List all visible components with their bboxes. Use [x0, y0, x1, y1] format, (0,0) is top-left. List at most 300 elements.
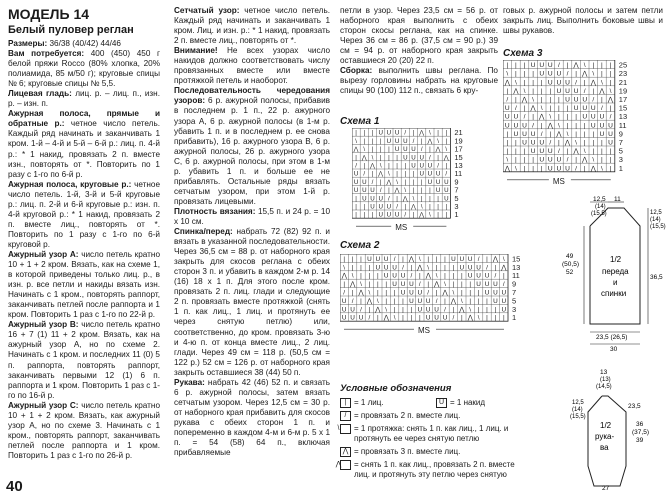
stitch-symbol: |: [523, 62, 526, 70]
stitch-symbol: |: [444, 272, 446, 280]
paragraph: [174, 46, 330, 86]
stitch-symbol: |: [444, 297, 446, 305]
paragraph-keyword: Спинка/перед:: [174, 227, 233, 237]
stitch-symbol: \: [388, 170, 390, 178]
stitch-symbol: |: [601, 62, 603, 70]
stitch-symbol: |: [601, 139, 603, 147]
stitch-symbol: /: [486, 264, 488, 272]
paragraph: [8, 109, 160, 179]
stitch-symbol: U: [522, 139, 527, 147]
stitch-symbol: ⋀: [521, 96, 528, 104]
stitch-symbol: \: [360, 281, 362, 289]
page-number: 40: [6, 478, 23, 495]
stitch-symbol: |: [371, 129, 374, 137]
column-2: [174, 6, 330, 458]
paragraph-text: говых р. ажурной полосы и затем петли закрыть лиц. Выполнить боковые швы и швы рукавов.: [503, 6, 663, 36]
paragraph-text: выполнить швы реглана. По вырезу горловины набрать на круговые спицы 90 (100) 112 п., связать 6 кру-: [340, 66, 498, 96]
garment-title: Белый пуловер реглан: [8, 24, 134, 36]
stitch-symbol: |: [452, 306, 455, 314]
stitch-symbol: /: [363, 170, 366, 178]
row-number: 3: [454, 202, 459, 211]
stitch-symbol: U: [386, 129, 392, 137]
stitch-symbol: /: [502, 281, 505, 289]
stitch-symbol: U: [590, 113, 596, 121]
stitch-symbol: ⋀: [435, 146, 441, 154]
stitch-symbol: |: [371, 146, 374, 154]
stitch-symbol: U: [530, 130, 536, 138]
stitch-symbol: |: [371, 170, 374, 178]
stitch-symbol: |: [558, 139, 560, 147]
stitch-symbol: |: [601, 148, 603, 156]
paragraph-keyword: Рукава:: [174, 377, 205, 387]
body-side-measure-3: 52: [566, 269, 574, 276]
row-number: 7: [618, 138, 623, 147]
stitch-symbol: ⋀: [358, 289, 364, 297]
row-number: 11: [512, 271, 520, 281]
stitch-symbol: U: [556, 79, 562, 87]
stitch-symbol: |: [402, 306, 404, 314]
stitch-symbol: \: [549, 113, 552, 121]
stitch-symbol: |: [385, 297, 388, 305]
stitch-symbol: |: [494, 306, 497, 314]
paragraph-text: лиц. р. – лиц. п., изн. р. – изн. п.: [8, 89, 160, 109]
stitch-symbol: |: [363, 129, 366, 137]
stitch-symbol: /: [388, 195, 390, 203]
stitch-symbol: U: [444, 187, 449, 195]
stitch-symbol: U: [425, 314, 431, 322]
paragraph-keyword: Вам потребуется:: [8, 49, 85, 59]
stitch-symbol: U: [394, 137, 400, 145]
stitch-symbol: ⋀: [417, 264, 423, 272]
paragraph: [503, 6, 663, 36]
stitch-symbol: \: [506, 70, 509, 78]
row-number: 3: [618, 155, 623, 165]
stitch-symbol: U: [435, 178, 441, 186]
body-label-1: 1/2: [610, 255, 622, 264]
stitch-symbol: /: [402, 264, 404, 272]
stitch-symbol: |: [523, 70, 526, 78]
body-label-3: и: [613, 278, 618, 287]
body-right-measure: 12,5: [650, 210, 662, 216]
stitch-symbol: |: [396, 162, 398, 170]
stitch-symbol: /: [351, 297, 354, 305]
stitch-symbol: |: [396, 195, 398, 203]
stitch-symbol: ⋀: [504, 165, 511, 173]
stitch-symbol: ⋀: [547, 122, 554, 130]
stitch-symbol: |: [609, 62, 612, 70]
stitch-symbol: U: [434, 314, 439, 322]
paragraph-text: число петель кратно 10 + 1 + 2 кром. Вязать, как ажурный узор А, но по схеме 3. Начинать с 1 кром., повторять раппорт, заканчивать петлей после раппорта и 1 кром. Повторить 1 раз с 1-го по 26-й р.: [8, 400, 160, 460]
sleeve-left-measure: 12,5: [572, 400, 584, 406]
stitch-symbol: |: [360, 264, 362, 272]
stitch-symbol: \: [583, 62, 586, 70]
stitch-symbol: U: [513, 113, 519, 121]
stitch-symbol: U: [370, 203, 375, 211]
stitch-symbol: |: [393, 306, 396, 314]
stitch-symbol: ⋀: [599, 87, 605, 95]
stitch-symbol: |: [540, 79, 543, 87]
stitch-symbol: U: [417, 297, 423, 305]
stitch-symbol: |: [486, 297, 488, 305]
stitch-symbol: |: [379, 178, 382, 186]
stitch-symbol: ⋀: [341, 272, 347, 280]
stitch-symbol: U: [417, 289, 423, 297]
stitch-symbol: |: [355, 195, 357, 203]
stitch-symbol: ⋀: [573, 148, 579, 156]
stitch-symbol: |: [540, 122, 543, 130]
stitch-symbol: U: [513, 122, 519, 130]
stitch-symbol: U: [375, 264, 381, 272]
stitch-symbol: |: [566, 113, 569, 121]
stitch-symbol: |: [532, 79, 534, 87]
stitch-symbol: U: [467, 264, 473, 272]
row-number: 11: [618, 120, 627, 130]
stitch-symbol: |: [402, 255, 404, 263]
stitch-symbol: \: [469, 306, 472, 314]
stitch-symbol: /: [343, 289, 346, 297]
legend-title: Условные обозначения: [340, 383, 452, 394]
stitch-symbol: ⋀: [378, 170, 384, 178]
stitch-symbol: U: [419, 162, 424, 170]
stitch-symbol: |: [368, 272, 371, 280]
row-number: 19: [618, 86, 628, 96]
stitch-symbol: U: [392, 281, 397, 289]
stitch-symbol: U: [530, 62, 536, 70]
stitch-symbol: ⋀: [425, 272, 431, 280]
stitch-symbol: /: [557, 62, 560, 70]
stitch-symbol: \: [540, 105, 543, 113]
row-number: 7: [454, 185, 459, 195]
row-number: 3: [512, 304, 517, 314]
stitch-symbol: |: [532, 165, 534, 173]
stitch-symbol: |: [592, 148, 595, 156]
stitch-symbol: U: [547, 62, 553, 70]
stitch-symbol: /: [514, 105, 517, 113]
stitch-symbol: U: [513, 130, 519, 138]
stitch-symbol: U: [403, 154, 408, 162]
stitch-symbol: /: [410, 272, 413, 280]
stitch-symbol: |: [540, 165, 543, 173]
stitch-symbol: U: [425, 297, 431, 305]
stitch-symbol: \: [376, 297, 379, 305]
stitch-symbol: U: [484, 281, 490, 289]
stitch-symbol: |: [532, 87, 534, 95]
stitch-symbol: \: [343, 264, 346, 272]
stitch-symbol: U: [435, 187, 441, 195]
stitch-symbol: U: [394, 129, 400, 137]
stitch-symbol: \: [420, 203, 423, 211]
stitch-symbol: ⋀: [504, 79, 511, 87]
stitch-symbol: |: [355, 211, 357, 219]
row-number: 19: [454, 136, 463, 146]
stitch-symbol: U: [501, 297, 507, 305]
stitch-symbol: U: [386, 203, 392, 211]
stitch-symbol: /: [494, 272, 497, 280]
stitch-symbol: |: [445, 137, 448, 145]
stitch-symbol: U: [383, 255, 389, 263]
row-number: 15: [454, 152, 463, 162]
sleeve-label-1: 1/2: [600, 421, 612, 430]
row-number: 25: [618, 60, 628, 70]
sleeve-right-measure-2: 36: [636, 421, 644, 428]
stitch-symbol: U: [417, 306, 423, 314]
stitch-symbol: U: [442, 314, 448, 322]
stitch-symbol: |: [444, 255, 446, 263]
stitch-symbol: U: [547, 156, 553, 164]
repeat-label: MS: [418, 326, 430, 336]
stitch-symbol: |: [452, 272, 455, 280]
paragraph: [8, 401, 160, 461]
stitch-symbol: U: [435, 170, 441, 178]
row-number: 1: [618, 163, 623, 173]
stitch-symbol: |: [420, 187, 423, 195]
repeat-label: MS: [395, 223, 408, 233]
stitch-symbol: |: [609, 70, 612, 78]
stitch-symbol: ⋀: [410, 203, 417, 211]
stitch-symbol: |: [396, 154, 398, 162]
sleeve-label-3: ва: [600, 443, 609, 452]
stitch-symbol: |: [469, 297, 472, 305]
stitch-symbol: /: [566, 70, 569, 78]
sleeve-top-measure-3: (14,5): [596, 384, 612, 390]
stitch-symbol: \: [460, 297, 463, 305]
stitch-symbol: \: [506, 156, 509, 164]
stitch-symbol: U: [539, 139, 545, 147]
stitch-symbol: |: [506, 148, 509, 156]
stitch-symbol: /: [355, 162, 357, 170]
paragraph-keyword: Ажурный узор А:: [8, 249, 79, 259]
row-number: 9: [512, 279, 517, 289]
stitch-symbol: /: [404, 211, 407, 219]
stitch-symbol: |: [388, 187, 390, 195]
stitch-symbol: U: [358, 314, 364, 322]
stitch-symbol: |: [566, 105, 569, 113]
stitch-symbol: ⋀: [467, 314, 473, 322]
stitch-symbol: |: [601, 96, 603, 104]
body-right-measure-2: (14): [650, 217, 661, 223]
stitch-symbol: |: [393, 289, 396, 297]
stitch-symbol: |: [412, 178, 415, 186]
row-number: 17: [454, 144, 463, 154]
stitch-symbol: U: [341, 306, 347, 314]
stitch-symbol: U: [565, 87, 570, 95]
paragraph-text: 15,5 п. и 24 р. = 10 х 10 см.: [174, 206, 331, 226]
stitch-symbol: \: [396, 178, 398, 186]
stitch-symbol: |: [410, 314, 413, 322]
stitch-symbol: U: [573, 87, 579, 95]
stitch-symbol: U: [539, 156, 545, 164]
stitch-symbol: |: [566, 148, 569, 156]
stitch-symbol: U: [341, 314, 347, 322]
stitch-symbol: |: [363, 211, 366, 219]
stitch-symbol: U: [350, 306, 355, 314]
stitch-symbol: |: [445, 162, 448, 170]
stitch-symbol: \: [435, 272, 438, 280]
scheme-1-title: Схема 1: [340, 116, 380, 127]
stitch-symbol: \: [427, 264, 430, 272]
stitch-symbol: |: [376, 281, 379, 289]
stitch-symbol: U: [459, 255, 465, 263]
stitch-symbol: |: [388, 162, 390, 170]
stitch-symbol: |: [371, 137, 374, 145]
stitch-symbol: |: [583, 122, 586, 130]
stitch-symbol: |: [549, 87, 552, 95]
stitch-symbol: U: [493, 297, 498, 305]
stitch-symbol: U: [392, 264, 397, 272]
stitch-symbol: U: [522, 130, 527, 138]
stitch-symbol: U: [400, 289, 406, 297]
stitch-symbol: |: [363, 162, 366, 170]
stitch-symbol: |: [435, 255, 438, 263]
stitch-symbol: |: [368, 281, 371, 289]
stitch-symbol: \: [575, 139, 578, 147]
stitch-symbol: |: [477, 306, 480, 314]
paragraph-keyword: Последовательность чередования узоров:: [174, 86, 330, 106]
stitch-symbol: |: [379, 137, 382, 145]
stitch-symbol: |: [445, 203, 448, 211]
paragraph-text: число петель кратно 16 + 7 (1) 11 + 2 кром. Вязать, как на ажурный узор А, но по схеме 2. Начинать с 1 кром. и последних 11 (0) 5 п. раппорта, повторять раппорт, заканчивать первыми 12 (1) 6 п. раппорта и 1 кром. Повторить 1 раз с 1-го по 16-й р.: [8, 320, 160, 400]
scheme-1-chart: [352, 128, 482, 236]
stitch-symbol: U: [451, 255, 456, 263]
stitch-symbol: U: [386, 211, 392, 219]
paragraph: [8, 320, 160, 400]
stitch-symbol: U: [434, 306, 439, 314]
stitch-symbol: |: [429, 203, 431, 211]
legend-item: U = 1 накид: [436, 398, 485, 408]
stitch-symbol: |: [460, 314, 463, 322]
stitch-symbol: U: [501, 306, 507, 314]
stitch-symbol: \: [429, 211, 431, 219]
stitch-symbol: |: [360, 272, 362, 280]
row-number: 9: [618, 129, 623, 139]
stitch-symbol: |: [445, 211, 448, 219]
stitch-symbol: \: [418, 255, 421, 263]
stitch-symbol: U: [409, 281, 414, 289]
stitch-symbol: \: [404, 187, 407, 195]
stitch-symbol: |: [486, 255, 488, 263]
stitch-symbol: U: [493, 289, 498, 297]
stitch-symbol: U: [565, 96, 570, 104]
stitch-symbol: U: [504, 105, 510, 113]
row-number: 13: [512, 262, 521, 272]
stitch-symbol: |: [506, 130, 509, 138]
stitch-symbol: ⋀: [349, 281, 356, 289]
stitch-symbol: |: [404, 170, 407, 178]
stitch-symbol: /: [437, 162, 439, 170]
paragraph: [8, 39, 160, 49]
stitch-symbol: U: [547, 70, 553, 78]
paragraph-keyword: Сетчатый узор:: [174, 6, 240, 15]
stitch-symbol: ⋀: [492, 255, 499, 263]
stitch-symbol: |: [575, 156, 577, 164]
stitch-symbol: |: [427, 281, 430, 289]
row-number: 23: [618, 69, 628, 79]
stitch-symbol: |: [460, 272, 463, 280]
stitch-symbol: U: [400, 272, 406, 280]
stitch-symbol: U: [427, 178, 433, 186]
stitch-symbol: ⋀: [590, 165, 597, 173]
stitch-symbol: |: [388, 154, 390, 162]
paragraph-keyword: Размеры:: [8, 39, 48, 48]
stitch-symbol: |: [418, 314, 421, 322]
stitch-symbol: |: [502, 314, 505, 322]
legend: [335, 383, 515, 484]
stitch-symbol: |: [515, 148, 517, 156]
stitch-symbol: |: [412, 211, 415, 219]
stitch-symbol: |: [343, 281, 346, 289]
stitch-symbol: U: [419, 154, 424, 162]
row-number: 11: [454, 169, 463, 179]
stitch-symbol: U: [547, 79, 553, 87]
stitch-symbol: U: [467, 255, 473, 263]
stitch-symbol: /: [609, 113, 612, 121]
stitch-symbol: U: [493, 281, 498, 289]
stitch-symbol: |: [494, 314, 497, 322]
stitch-symbol: |: [609, 156, 612, 164]
stitch-symbol: \: [351, 272, 354, 280]
stitch-symbol: |: [460, 289, 463, 297]
stitch-symbol: ⋀: [573, 62, 579, 70]
paragraph-text: четное число петель. Каждый ряд начинать и заканчивать 1 кром. 1-й – 4-й и 5-й – 6-й р.: лиц. п. 4-й р.: * 1 накид, провязать 2 п. вместе изн., повторять от *. Повторить по 1 разу с 1-го по 6-й р.: [8, 119, 160, 179]
stitch-symbol: U: [608, 130, 613, 138]
stitch-symbol: |: [427, 255, 430, 263]
stitch-symbol: |: [437, 211, 439, 219]
stitch-symbol: /: [592, 96, 595, 104]
stitch-symbol: /: [566, 156, 569, 164]
model-title: МОДЕЛЬ 14: [8, 6, 90, 22]
stitch-symbol: U: [501, 289, 507, 297]
body-label-2: переда: [602, 267, 629, 276]
paragraph-text: 6 р. ажурной полосы, прибавив в последнем р. 1 п., 22 р. ажурного узора А, 6 р. ажурной полосы (в 1-м р. убавить 1 п. и в последнем р. ее снова прибавить), 16 р. ажурного узора В, 6 р. ажурной полосы, 26 р. ажурного узора С, 6 р. ажурной полосы, при этом в 1-м р. убавить 1 п. и больше ее не прибавлять. Остальные ряды вязать сетчатым узором, при этом 1-й р. провязать лицевыми.: [174, 96, 330, 206]
stitch-symbol: U: [411, 162, 416, 170]
stitch-symbol: |: [371, 211, 374, 219]
stitch-symbol: |: [592, 62, 595, 70]
stitch-symbol: \: [566, 130, 569, 138]
stitch-symbol: \: [393, 314, 396, 322]
stitch-symbol: ⋀: [564, 139, 571, 147]
paragraph: [8, 49, 160, 89]
k2tog-symbol: /: [340, 411, 351, 421]
stitch-symbol: /: [368, 314, 371, 322]
body-side-measure-2: (50,5): [562, 261, 579, 268]
stitch-symbol: |: [429, 146, 431, 154]
stitch-symbol: \: [355, 137, 357, 145]
stitch-symbol: U: [476, 281, 481, 289]
stitch-symbol: \: [523, 87, 526, 95]
stitch-symbol: |: [437, 195, 439, 203]
stitch-symbol: |: [609, 79, 612, 87]
paragraph: [340, 66, 498, 96]
stitch-symbol: /: [445, 170, 448, 178]
stitch-symbol: |: [575, 130, 577, 138]
paragraph-text: набрать 72 (82) 92 п. и вязать в указанной последовательности. Через 36,5 см = 88 р. от наборного края закрыть для скосов реглана с обеих сторон 3 п. и убавить в каждом 2-м р. 14 (16) 18 х 1 п. Для этого после кром. провязать 2 п. лиц. глади и следующие 2 п. провязать вместе протяжкой (снять 1 п. как лиц., 1 лиц. и протянуть ее через снятую петлю) или, соответственно, до кром. провязать 3-ю и 4-ю п. от конца вместе лиц., 2 лиц. глади. Через 49 см = 118 р. (50,5 см = 122 р.) 52 см = 126 р. от наборного края закрыть оставшиеся 38 (44) 50 п.: [174, 227, 330, 377]
stitch-symbol: |: [420, 178, 423, 186]
stitch-symbol: ⋀: [383, 314, 389, 322]
stitch-symbol: |: [609, 165, 612, 173]
stitch-symbol: |: [523, 148, 526, 156]
sleeve-top-measure-2: (13): [600, 377, 611, 383]
stitch-symbol: |: [376, 314, 379, 322]
k3tog-symbol: ⋀: [340, 447, 351, 457]
stitch-symbol: U: [353, 178, 359, 186]
stitch-symbol: |: [592, 139, 595, 147]
stitch-symbol: U: [484, 272, 490, 280]
stitch-symbol: U: [409, 289, 414, 297]
stitch-symbol: ⋀: [607, 96, 614, 104]
body-label-4: спинки: [601, 289, 627, 298]
stitch-symbol: \: [452, 289, 455, 297]
stitch-symbol: ⋀: [419, 211, 425, 219]
